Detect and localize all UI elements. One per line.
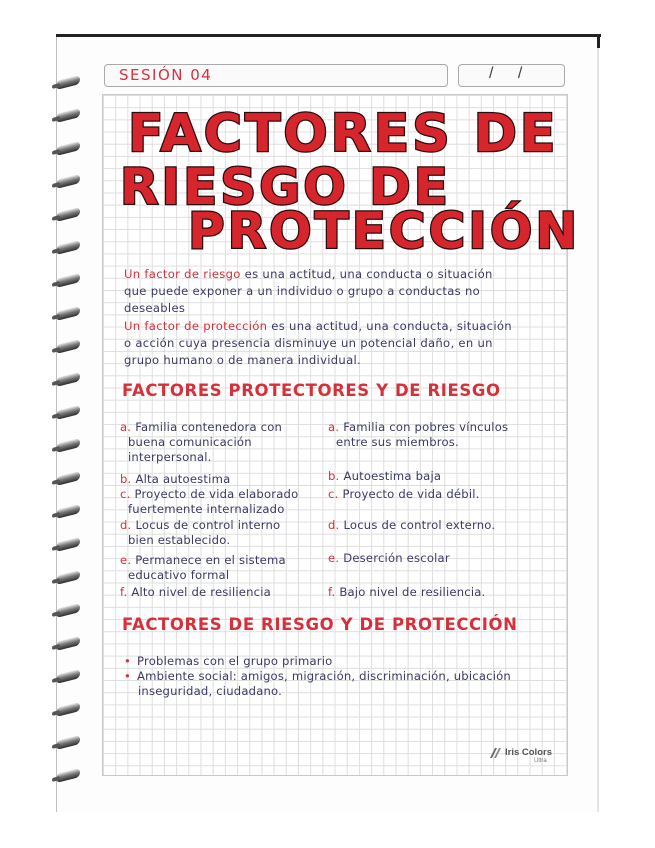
- protection-term: Un factor de protección: [124, 319, 268, 333]
- factor-line: [120, 518, 330, 533]
- session-box: [104, 64, 448, 87]
- bullet-text: Ambiente social: amigos, migración, discriminación, ubicación: [137, 669, 511, 683]
- factor-line: [120, 435, 330, 450]
- factor-line: [328, 551, 558, 566]
- risk-def-line3: deseables: [124, 301, 186, 315]
- protection-def-line1: es una actitud, una conducta, situación: [267, 319, 512, 333]
- title-line-2: RIESGO DE: [120, 158, 451, 216]
- risk-definition: [124, 266, 564, 317]
- bullet-item: [124, 654, 564, 669]
- title-line-1: FACTORES DE: [128, 104, 559, 164]
- section1-heading: FACTORES PROTECTORES Y DE RIESGO: [122, 381, 501, 400]
- protection-def-line3: grupo humano o de manera individual.: [124, 353, 361, 367]
- factor-text: Familia contenedora con: [135, 420, 283, 434]
- factor-line: [328, 518, 558, 533]
- factor-text: interpersonal.: [128, 450, 212, 464]
- factor-line: [328, 435, 558, 450]
- title-line-3: PROTECCIÓN: [188, 202, 581, 260]
- factor-text: Locus de control interno: [135, 518, 281, 532]
- factor-text: bien establecido.: [128, 533, 231, 547]
- factor-line: [120, 450, 330, 465]
- factor-item: [328, 469, 558, 484]
- factor-letter: a.: [328, 420, 340, 434]
- factor-letter: d.: [328, 518, 340, 532]
- logo-mark-icon: [488, 746, 506, 760]
- factor-letter: c.: [328, 487, 339, 501]
- logo-brand: Iris Colors: [505, 747, 552, 758]
- bullet-line: [124, 654, 564, 669]
- factor-letter: e.: [328, 551, 340, 565]
- logo-sub: Ultra: [534, 758, 547, 764]
- factor-letter: a.: [120, 420, 132, 434]
- factor-line: [328, 487, 558, 502]
- factor-item: [120, 585, 330, 600]
- bullet-dot: •: [124, 669, 132, 683]
- factor-letter: f.: [328, 585, 336, 599]
- factor-text: Locus de control externo.: [343, 518, 496, 532]
- factor-text: Alto nivel de resiliencia: [131, 585, 271, 599]
- protection-definition: [124, 318, 564, 369]
- page-right-edge: [597, 34, 600, 48]
- factor-text: buena comunicación: [128, 435, 252, 449]
- brand-logo: [488, 743, 558, 767]
- bullet-text: inseguridad, ciudadano.: [138, 684, 283, 698]
- factor-letter: b.: [328, 469, 340, 483]
- date-field: / /: [489, 65, 533, 82]
- factor-line: [120, 487, 330, 502]
- factor-item: [328, 551, 558, 566]
- factor-item: [120, 472, 330, 487]
- factor-letter: f.: [120, 585, 128, 599]
- factor-text: Autoestima baja: [343, 469, 442, 483]
- factor-letter: d.: [120, 518, 132, 532]
- factor-item: [120, 518, 330, 548]
- factor-text: Deserción escolar: [343, 551, 450, 565]
- factor-item: [328, 420, 558, 450]
- factor-text: Bajo nivel de resiliencia.: [339, 585, 486, 599]
- factor-item: [328, 585, 558, 600]
- bullet-text: Problemas con el grupo primario: [137, 654, 333, 668]
- risk-term: Un factor de riesgo: [124, 267, 241, 281]
- factor-text: Alta autoestima: [135, 472, 231, 486]
- factor-item: [328, 518, 558, 533]
- factor-line: [120, 568, 330, 583]
- factor-text: Proyecto de vida débil.: [342, 487, 480, 501]
- bullet-line: [124, 669, 564, 684]
- bullet-dot: •: [124, 654, 132, 668]
- section2-heading: FACTORES DE RIESGO Y DE PROTECCIÓN: [122, 615, 518, 634]
- factor-text: fuertemente internalizado: [128, 502, 285, 516]
- session-label: SESIÓN 04: [119, 66, 213, 84]
- factor-text: Familia con pobres vínculos: [343, 420, 509, 434]
- risk-def-line1: es una actitud, una conducta o situación: [240, 267, 493, 281]
- factor-line: [120, 533, 330, 548]
- factor-text: Permanece en el sistema: [135, 553, 286, 567]
- bullet-item: [124, 669, 564, 699]
- factor-line: [328, 469, 558, 484]
- factor-item: [120, 487, 330, 517]
- factor-letter: e.: [120, 553, 132, 567]
- bullet-line: [124, 684, 564, 699]
- factor-item: [120, 420, 330, 465]
- factor-item: [328, 487, 558, 502]
- factor-line: [328, 420, 558, 435]
- date-box: [458, 64, 565, 87]
- factor-line: [120, 502, 330, 517]
- page-top-edge: [56, 34, 601, 37]
- factor-item: [120, 553, 330, 583]
- factor-text: entre sus miembros.: [336, 435, 459, 449]
- factor-letter: c.: [120, 487, 131, 501]
- protection-def-line2: o acción cuya presencia disminuye un potencial daño, en un: [124, 336, 493, 350]
- factor-line: [120, 472, 330, 487]
- factor-letter: b.: [120, 472, 132, 486]
- factor-text: educativo formal: [128, 568, 230, 582]
- risk-def-line2: que puede exponer a un individuo o grupo a conductas no: [124, 284, 481, 298]
- factor-text: Proyecto de vida elaborado: [134, 487, 299, 501]
- factor-line: [120, 420, 330, 435]
- factor-line: [120, 585, 330, 600]
- factor-line: [328, 585, 558, 600]
- factor-line: [120, 553, 330, 568]
